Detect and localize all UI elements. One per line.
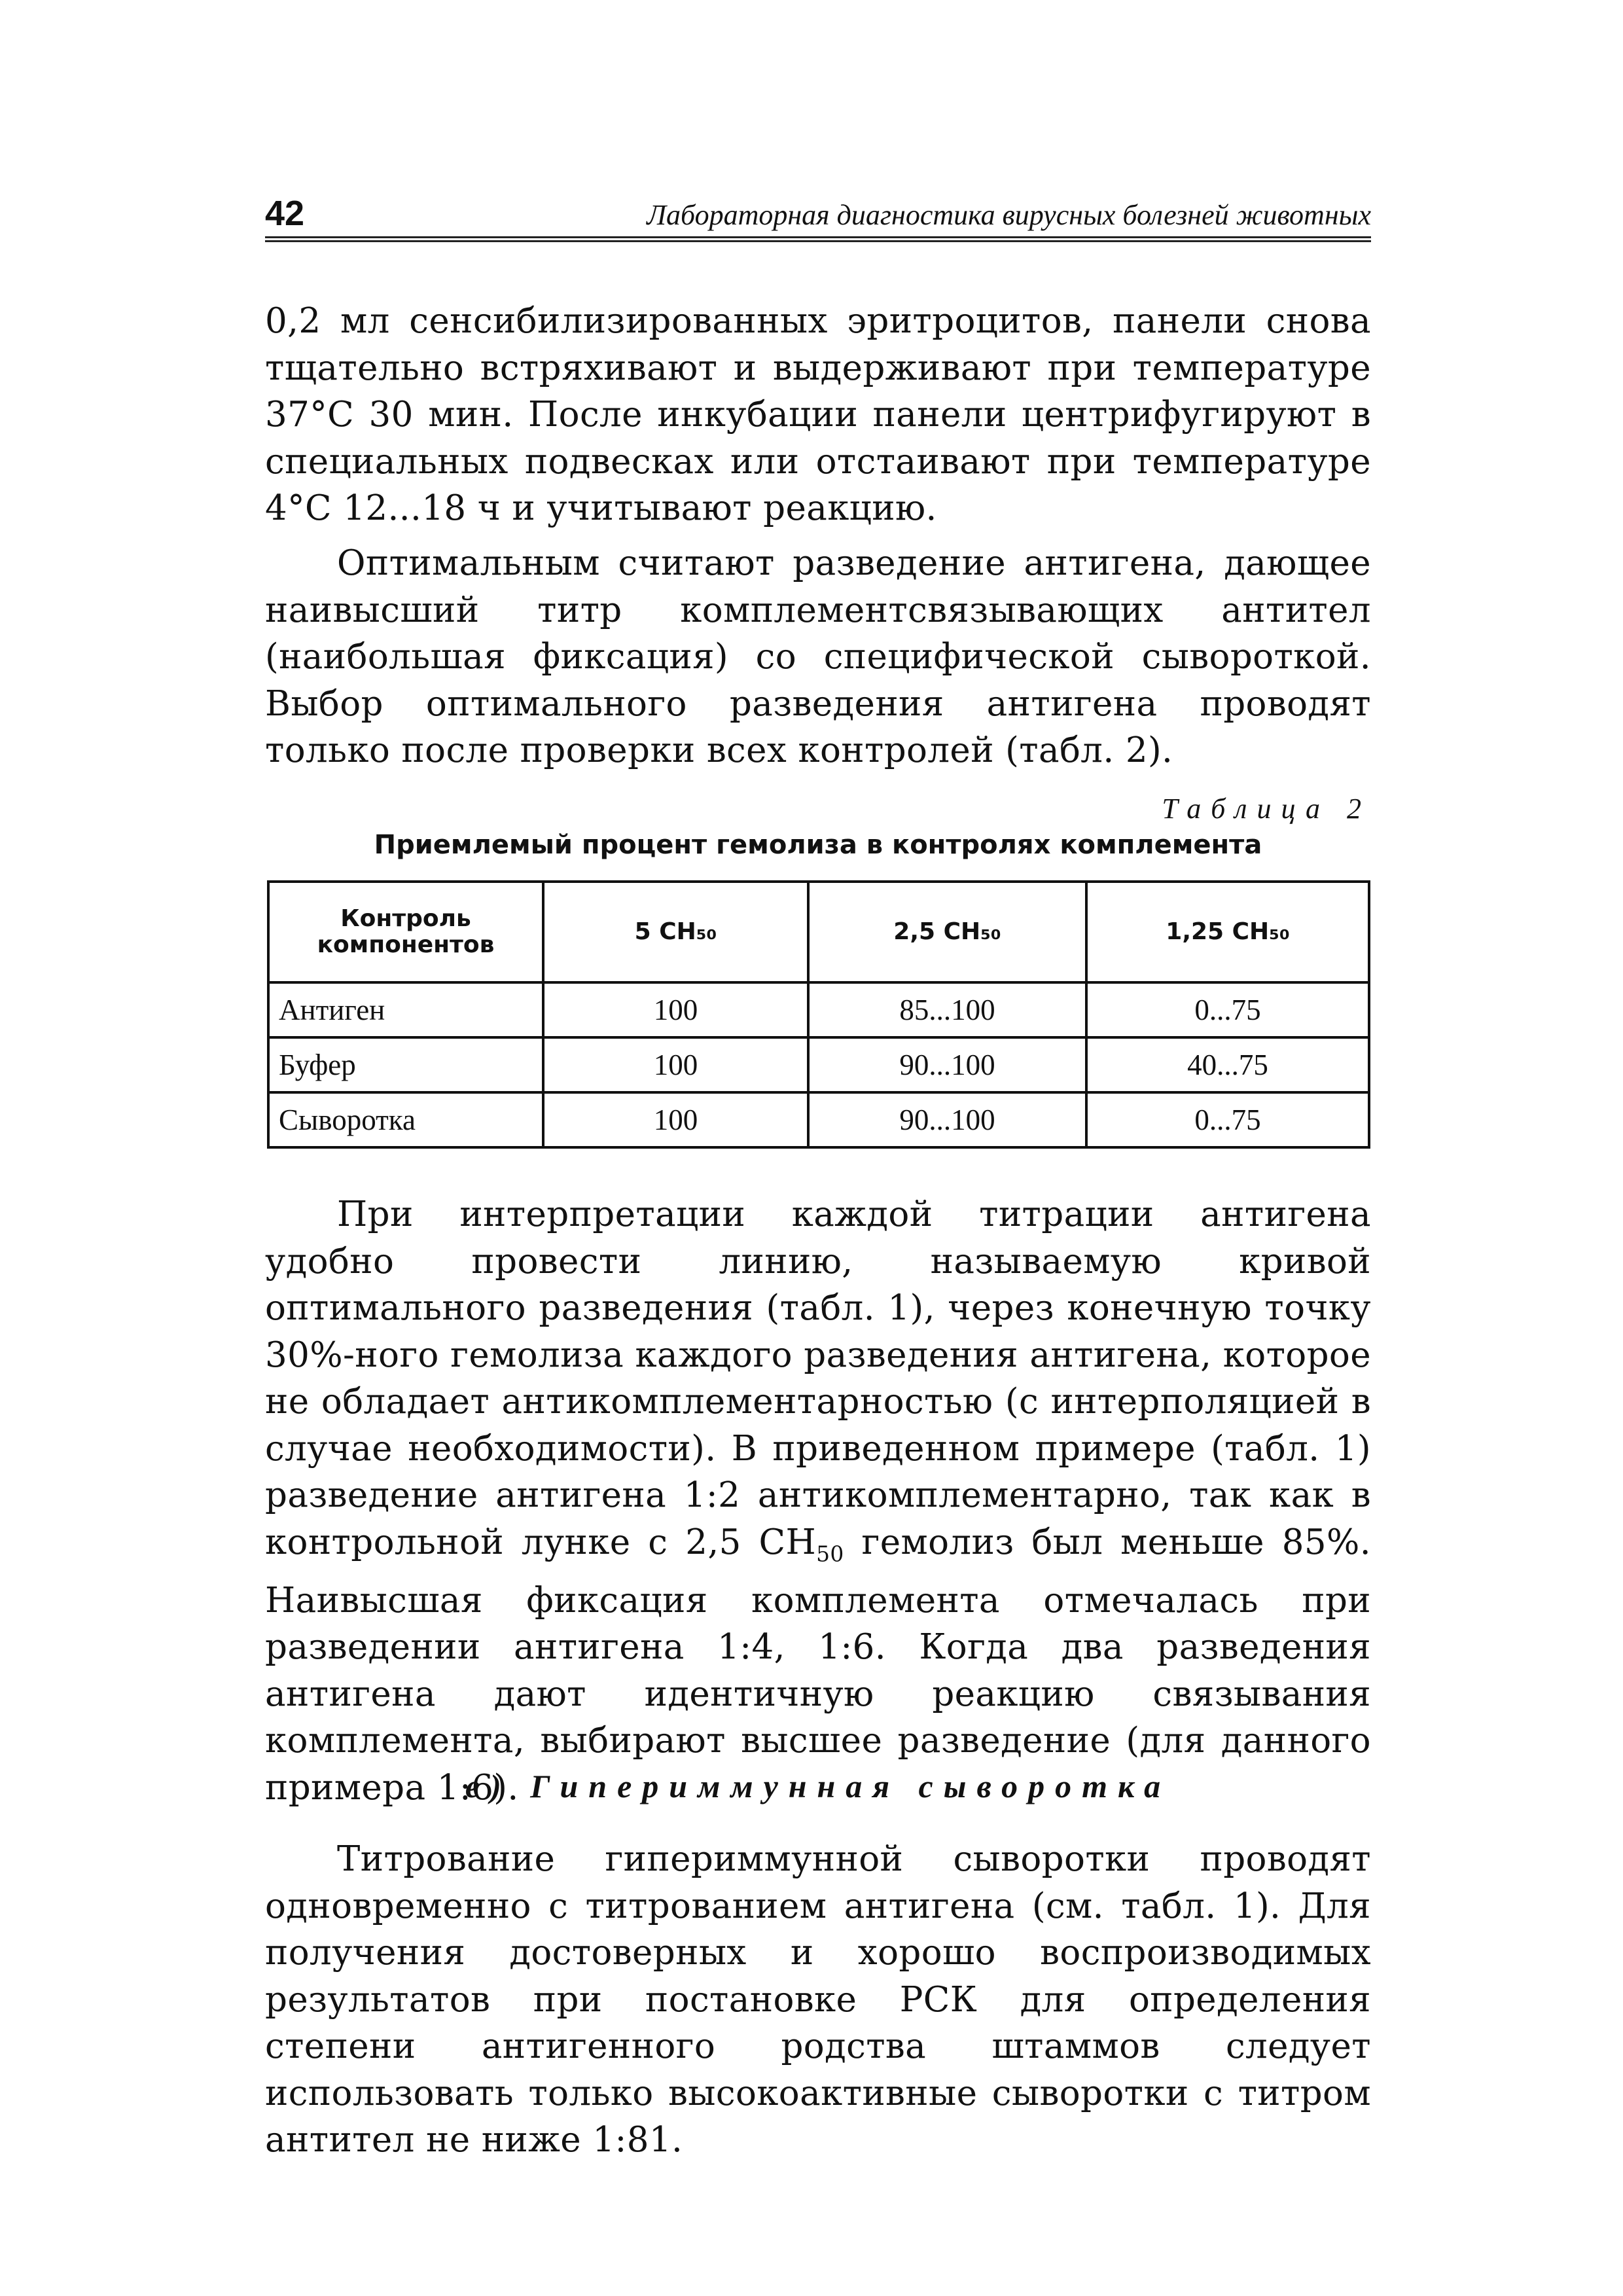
table-cell: 100 [543, 1037, 808, 1092]
table-cell: 90...100 [808, 1037, 1086, 1092]
table-row [268, 1092, 1369, 1147]
table-cell: 40...75 [1086, 1037, 1369, 1092]
header-1-25-ch50: 1,25 CH₅₀ [1086, 882, 1369, 982]
table-label: Таблица 2 [1162, 793, 1371, 825]
table-cell: 0...75 [1086, 1092, 1369, 1147]
page-header [265, 193, 1371, 242]
table-title: Приемлемый процент гемолиза в контролях комплемента [374, 830, 1262, 860]
page-number: 42 [265, 194, 305, 233]
ch50-subscript: 50 [816, 1541, 844, 1567]
table-header-row [268, 882, 1369, 982]
table-cell: 100 [543, 1092, 808, 1147]
table-row [268, 1037, 1369, 1092]
table-cell: 0...75 [1086, 982, 1369, 1037]
paragraph-3-part-2: гемолиз был меньше 85%. Наивысшая фиксация комплемента отмечалась при разведении антигена 1:4, 1:6. Когда два разведения антигена дают идентичную реакцию связывания комплемента, выбирают высшее разведение (для данного примера 1:6). [265, 1522, 1371, 1808]
header-2-5-ch50: 2,5 CH₅₀ [808, 882, 1086, 982]
header-control: Контроль компонентов [268, 882, 543, 982]
running-title: Лабораторная диагностика вирусных болезней животных [647, 199, 1371, 231]
paragraph-4-text: Титрование гипериммунной сыворотки проводят одновременно с титрованием антигена (см. табл. 1). Для получения достоверных и хорошо воспроизводимых результатов при постановке РСК для определения степени антигенного родства штаммов следует использовать только высокоактивные сыворотки с титром антител не ниже 1:81. [265, 1839, 1371, 2160]
header-5-ch50: 5 CH₅₀ [543, 882, 808, 982]
paragraph-3 [265, 1191, 1371, 1811]
paragraph-4 [265, 1836, 1371, 2164]
paragraph-1 [265, 298, 1371, 532]
table-row [268, 982, 1369, 1037]
paragraph-1-text: 0,2 мл сенсибилизированных эритроцитов, панели снова тщательно встряхивают и выдерживают при температуре 37°С 30 мин. После инкубации панели центрифугируют в специальных подвесках или отстаивают при температуре 4°С 12...18 ч и учитывают реакцию. [265, 301, 1371, 528]
section-subheading: е) Гипериммунная сыворотка [465, 1768, 1171, 1804]
table-cell: 85...100 [808, 982, 1086, 1037]
row-label: Буфер [268, 1037, 543, 1092]
table-cell: 100 [543, 982, 808, 1037]
hemolysis-table [267, 880, 1370, 1149]
row-label: Антиген [268, 982, 543, 1037]
row-label: Сыворотка [268, 1092, 543, 1147]
paragraph-2-text: Оптимальным считают разведение антигена, дающее наивысший титр комплементсвязывающих антител (наибольшая фиксация) со специфической сывороткой. Выбор оптимального разведения антигена проводят только после проверки всех контролей (табл. 2). [265, 543, 1371, 770]
table-cell: 90...100 [808, 1092, 1086, 1147]
paragraph-3-text [265, 1191, 1371, 1811]
paragraph-3-part-1: При интерпретации каждой титрации антигена удобно провести линию, называемую кривой оптимального разведения (табл. 1), через конечную точку 30%-ного гемолиза каждого разведения антигена, которое не обладает антикомплементарностью (с интерполяцией в случае необходимости). В приведенном примере (табл. 1) разведение антигена 1:2 антикомплементарно, так как в контрольной лунке с 2,5 СН [265, 1194, 1371, 1562]
paragraph-2 [265, 540, 1371, 774]
